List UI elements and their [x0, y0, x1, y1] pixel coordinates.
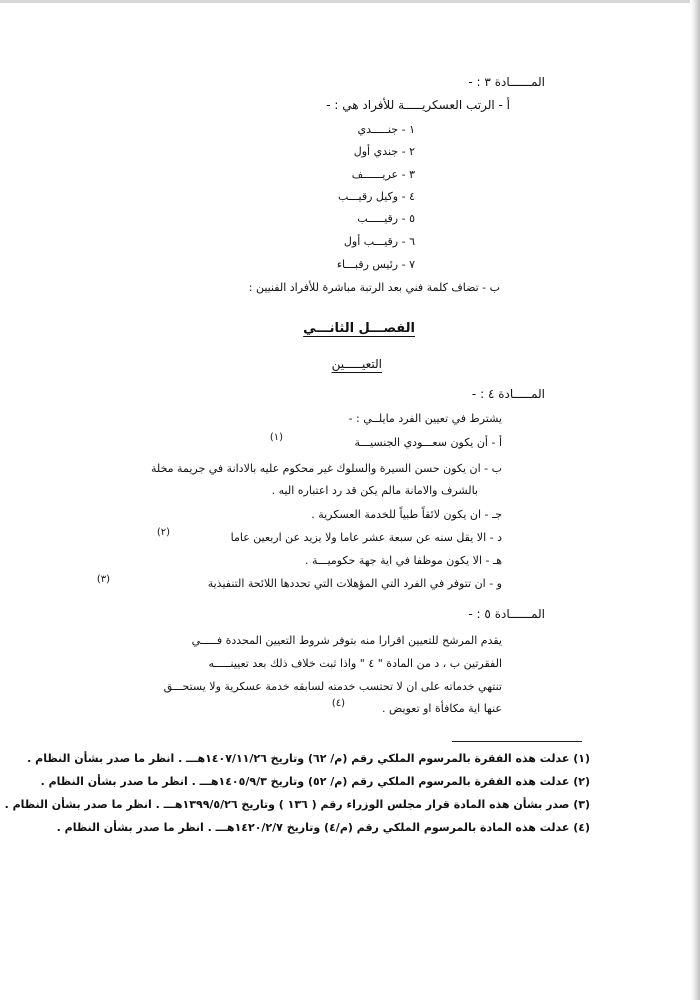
article-3-clause-b: ب - تضاف كلمة فني بعد الرتبة مباشرة للأفراد الفنيين : — [248, 281, 500, 294]
article-4-clause-a: أ - أن يكون سعـــودي الجنسيـــة — [354, 436, 502, 449]
chapter-subtitle: التعيـــــين — [331, 357, 382, 371]
article-4-intro: يشترط في تعيين الفرد مايلــي : - — [348, 412, 502, 425]
rank-item: ٧ - رئيس رقبـــاء — [336, 258, 415, 271]
footnote-marker: (١) — [269, 432, 283, 443]
scan-top-edge — [0, 0, 700, 3]
rank-item: ٤ - وكيل رقيـــب — [338, 190, 415, 203]
scan-right-edge — [690, 0, 700, 1000]
rank-item: ١ - جنـــــدي — [357, 123, 415, 136]
article-4-clause-c: جـ - ان يكون لائقاً طبياً للخدمة العسكرية . — [311, 508, 502, 521]
article-4-clause-b-cont: بالشرف والامانة مالم يكن قد رد اعتباره اليه . — [271, 484, 478, 497]
footnote-marker: (٤) — [331, 698, 345, 709]
article-4-clause-d: د - الا يقل سنه عن سبعة عشر عاما ولا يزيد عن اربعين عاما — [230, 531, 502, 544]
footnote-marker: (٢) — [156, 527, 170, 538]
article-5-title: المــــــادة ٥ : - — [468, 607, 545, 621]
article-4-clause-b: ب - ان يكون حسن السيرة والسلوك غير محكوم عليه بالادانة في جريمة مخلة — [151, 462, 502, 475]
rank-item: ٣ - عريــــــف — [351, 168, 415, 181]
footnote-3: (٣) صدر بشأن هذه المادة قرار مجلس الوزراء رقم ( ١٣٦ ) وتاريخ ١٣٩٩/٥/٢٦هـــ . انظر ما صدر بشأن النظام . — [4, 798, 590, 811]
article-3-title: المــــــادة ٣ : - — [468, 75, 545, 89]
footnote-4: (٤) عدلت هذه المادة بالمرسوم الملكي رقم (م/٤) وتاريخ ١٤٢٠/٢/٧هـــ . انظر ما صدر بشأن النظام . — [56, 821, 590, 834]
article-3-intro: أ - الرتب العسكريـــــة للأفراد هي : - — [326, 98, 510, 112]
article-4-title: المـــــادة ٤ : - — [471, 387, 545, 401]
rank-item: ٦ - رقيـــب أول — [343, 235, 415, 248]
footnote-2: (٢) عدلت هذه الفقرة بالمرسوم الملكي رقم (م/ ٥٢) وتاريخ ١٤٠٥/٩/٣هـــ . انظر ما صدر بشأن النظام . — [40, 775, 590, 788]
article-4-clause-e: هـ - الا يكون موظفا في اية جهة حكوميـــة . — [305, 554, 502, 567]
rank-item: ٥ - رقيـــــب — [357, 212, 415, 225]
article-4-clause-f: و - ان تتوفر في الفرد التي المؤهلات التي تحددها اللائحة التنفيذية — [207, 577, 502, 590]
article-5-line: عنها اية مكافأة او تعويض . — [382, 702, 502, 715]
chapter-title: الفصـــل الثانـــي — [303, 321, 415, 336]
article-5-line: تنتهي خدماته على ان لا تحتسب خدمته لسابقه خدمة عسكرية ولا يستحـــق — [163, 680, 502, 693]
rank-item: ٢ - جندي أول — [353, 145, 415, 158]
article-5-line: الفقرتين ب ، د من المادة " ٤ " واذا ثبت خلاف ذلك بعد تعيينـــــه — [208, 657, 502, 670]
article-5-line: يقدم المرشح للتعيين اقرارا منه بتوفر شروط التعيين المحددة فـــــي — [191, 634, 502, 647]
footnote-1: (١) عدلت هذه الفقرة بالمرسوم الملكي رقم (م/ ٦٢) وتاريخ ١٤٠٧/١١/٢٦هـــ . انظر ما صدر بشأن النظام . — [27, 752, 590, 765]
footnote-separator — [452, 741, 582, 742]
footnote-marker: (٣) — [96, 574, 110, 585]
